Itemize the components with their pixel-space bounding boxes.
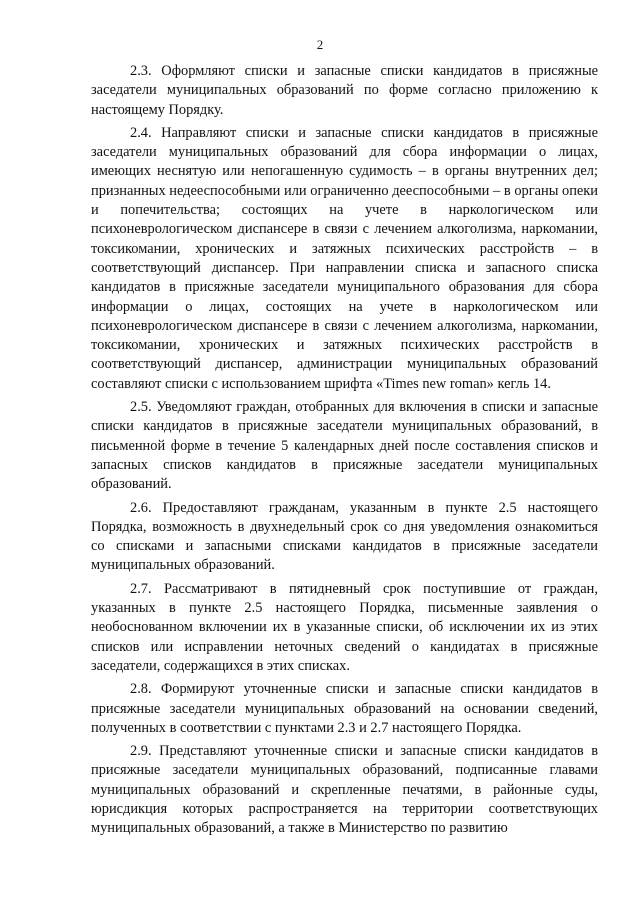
page-number: 2 — [316, 37, 324, 52]
paragraph-2-5: 2.5. Уведомляют граждан, отобранных для включения в списки и запасные списки кандидатов в присяжные заседатели муниципальных образований, в письменной форме в течение 5 календарных дней после составления списков и запасных списков кандидатов в присяжные заседатели муниципальных образований. — [91, 399, 598, 493]
paragraph-2-8: 2.8. Формируют уточненные списки и запасные списки кандидатов в присяжные заседатели муниципальных образований на основании сведений, полученных в соответствии с пунктами 2.3 и 2.7 настоящего Порядка. — [91, 681, 598, 736]
paragraph-2-4: 2.4. Направляют списки и запасные списки кандидатов в присяжные заседатели муниципальных образований для сбора информации о лицах, имеющих неснятую или непогашенную судимость – в органы внутренних дел; признанных недееспособными или ограниченно дееспособными – в органы опеки и попечительства; состоящих на учете в наркологическом или психоневрологическом диспансере в связи с лечением алкоголизма, наркомании, токсикомании, хронических и затяжных психических расстройств – в соответствующий диспансер. При направлении списка и запасного списка кандидатов в присяжные заседатели муниципального образования для сбора информации о лицах, состоящих на учете в наркологическом или психоневрологическом диспансере в связи с лечением алкоголизма, наркомании, токсикомании, хронических и затяжных психических расстройств в соответствующий диспансер, администрации муниципальных образований составляют списки с использованием шрифта «Times new roman» кегль 14. — [91, 124, 598, 392]
paragraph-2-3: 2.3. Оформляют списки и запасные списки кандидатов в присяжные заседатели муниципальных образований по форме согласно приложению к настоящему Порядку. — [91, 63, 598, 118]
paragraph-2-6: 2.6. Предоставляют гражданам, указанным в пункте 2.5 настоящего Порядка, возможность в двухнедельный срок со дня уведомления ознакомиться со списками и запасными списками кандидатов в присяжные заседатели муниципальных образований. — [91, 499, 598, 574]
paragraph-2-9: 2.9. Представляют уточненные списки и запасные списки кандидатов в присяжные заседатели муниципальных образований, подписанные главами муниципальных образований и скрепленные печатями, в районные суды, юрисдикция которых распространяется на территории соответствующих муниципальных образований, а также в Министерство по развитию — [91, 743, 598, 837]
paragraph-2-7: 2.7. Рассматривают в пятидневный срок поступившие от граждан, указанных в пункте 2.5 настоящего Порядка, письменные заявления о необоснованном включении их в указанные списки, об исключении их из этих списков или исправлении неточных сведений о кандидатах в присяжные заседатели, содержащихся в этих списках. — [91, 580, 598, 674]
document-body — [91, 62, 598, 843]
